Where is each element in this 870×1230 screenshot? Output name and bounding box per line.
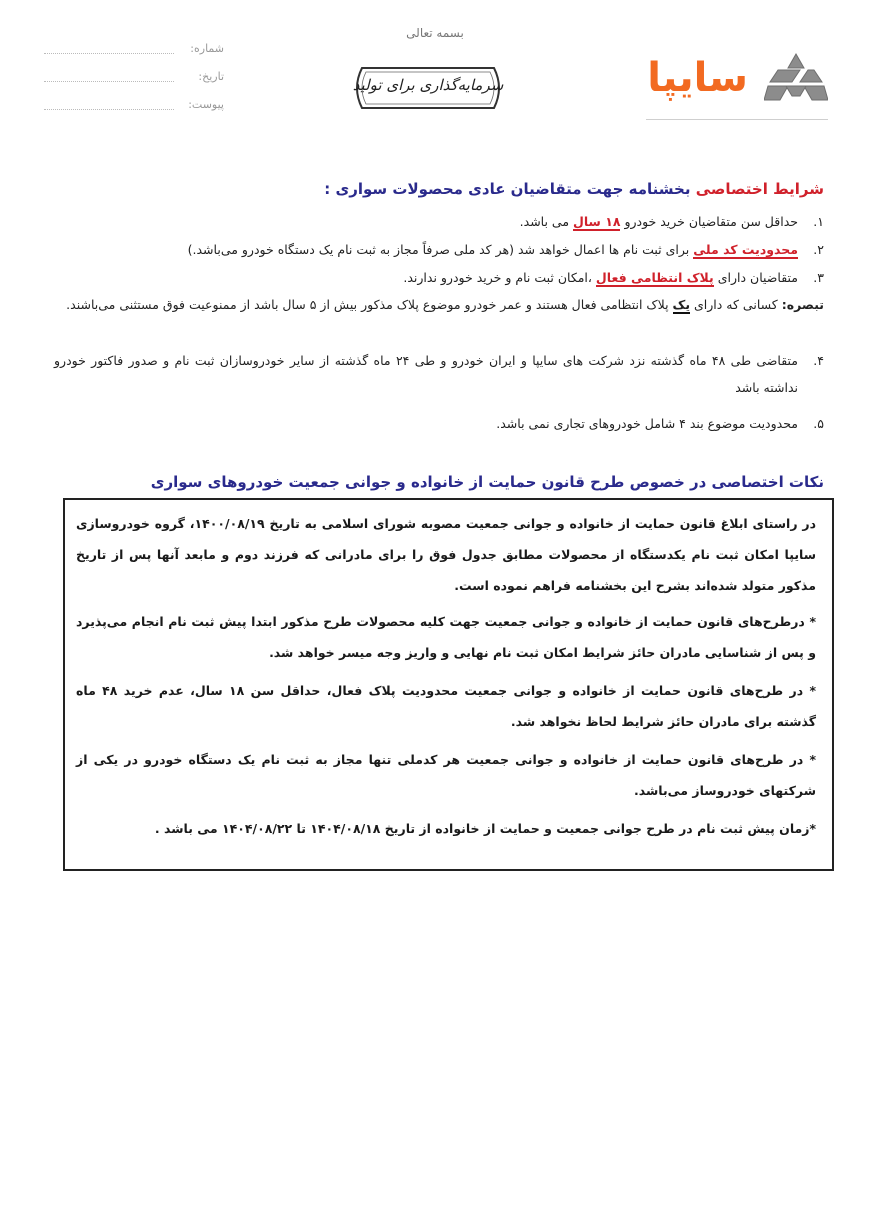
meta-row-attachment — [44, 98, 224, 126]
slogan-badge — [348, 64, 508, 112]
meta-line — [44, 109, 174, 110]
item-number: ۳. — [813, 270, 824, 285]
notes-paragraph: *زمان پیش ثبت نام در طرح جوانی جمعیت و حمایت از خانواده از تاریخ ۱۴۰۴/۰۸/۱۸ تا ۱۴۰۴/۰۸/۲۲ می باشد . — [154, 821, 816, 836]
title-rest: بخشنامه جهت متقاضیان عادی محصولات سواری : — [324, 180, 696, 198]
letter-meta-fields — [44, 42, 224, 126]
item-text: برای ثبت نام ها اعمال خواهد شد (هر کد ملی صرفاً مجاز به ثبت نام یک دستگاه خودرو می‌باشد.) — [187, 242, 694, 257]
meta-row-date — [44, 70, 224, 98]
notes-paragraph: در راستای ابلاغ قانون حمایت از خانواده و جوانی جمعیت مصوبه شورای اسلامی به تاریخ ۱۴۰۰/۰۸/۱۹، گروه خودروسازی سایپا امکان ثبت نام یکدستگاه از محصولات مطابق جدول فوق را برای مادرانی که فرزند دوم و مابعد آنها پس از تاریخ مذکور متولد شده‌اند بشرح این بخشنامه فراهم نموده است. — [76, 516, 816, 593]
saipa-emblem-icon — [764, 52, 828, 108]
item-number: ۱. — [813, 214, 824, 229]
meta-row-number — [44, 42, 224, 70]
meta-line — [44, 53, 174, 54]
section2-title: نکات اختصاصی در خصوص طرح قانون حمایت از خانواده و جوانی جمعیت خودروهای سواری — [150, 473, 824, 491]
slogan-text: سرمایه‌گذاری برای تولید — [352, 76, 504, 94]
item-text: متقاضیان دارای — [713, 270, 798, 285]
item-text: ،امکان ثبت نام و خرید خودرو ندارند. — [403, 270, 596, 285]
note-item — [54, 291, 824, 318]
note-label: تبصره: — [781, 297, 824, 312]
basmala: بسمه تعالی — [406, 26, 464, 40]
notes-paragraph: * در طرح‌های قانون حمایت از خانواده و جوانی جمعیت هر کدملی تنها مجاز به ثبت نام یک دستگاه خودرو در یکی از شرکتهای خودروساز می‌باشد. — [76, 752, 816, 798]
item-text: کسانی که دارای — [690, 297, 782, 312]
logo-divider — [646, 119, 828, 120]
meta-label: شماره: — [190, 42, 224, 55]
item-number: ۵. — [813, 416, 824, 431]
item-highlight: ۱۸ سال — [573, 214, 621, 229]
item-number: ۴. — [813, 353, 824, 368]
saipa-logo — [628, 48, 828, 114]
item-text: می باشد. — [519, 214, 574, 229]
notes-paragraph: * در طرح‌های قانون حمایت از خانواده و جوانی جمعیت محدودیت پلاک فعال، حداقل سن ۱۸ سال، عدم خرید ۴۸ ماه گذشته برای مادران حائز شرایط لحاظ نخواهد شد. — [76, 683, 816, 729]
section1-title — [44, 180, 824, 198]
item-text: محدودیت موضوع بند ۴ شامل خودروهای تجاری نمی باشد. — [496, 416, 798, 431]
condition-item — [54, 347, 824, 401]
meta-label: تاریخ: — [198, 70, 224, 83]
condition-item — [54, 236, 824, 263]
item-highlight: محدودیت کد ملی — [693, 242, 798, 257]
condition-item — [54, 264, 824, 291]
meta-line — [44, 81, 174, 82]
item-text: پلاک انتظامی فعال هستند و عمر خودرو موضوع پلاک مذکور بیش از ۵ سال باشد از ممنوعیت فوق مستثنی می‌باشند. — [66, 297, 673, 312]
item-text: حداقل سن متقاضیان خرید خودرو — [620, 214, 798, 229]
notes-paragraph: * درطرح‌های قانون حمایت از خانواده و جوانی جمعیت جهت کلیه محصولات طرح مذکور ابتدا پیش ثبت نام انجام می‌پذیرد و پس از شناسایی مادران حائز شرایط امکان ثبت نام نهایی و واریز وجه میسر خواهد شد. — [76, 614, 816, 660]
title-highlight: شرایط اختصاصی — [695, 180, 824, 198]
family-law-notes-box — [63, 498, 834, 871]
meta-label: پیوست: — [188, 98, 224, 111]
item-text: متقاضی طی ۴۸ ماه گذشته نزد شرکت های سایپا و ایران خودرو و طی ۲۴ ماه گذشته از سایر خودروسازان ثبت نام و صدور فاکتور خودرو نداشته باشد — [54, 353, 799, 395]
condition-item — [54, 410, 824, 437]
condition-item — [54, 208, 824, 235]
item-number: ۲. — [813, 242, 824, 257]
item-emphasis: یک — [672, 297, 691, 312]
brand-name: سایپا — [647, 55, 748, 101]
item-highlight: پلاک انتظامی فعال — [595, 270, 714, 285]
